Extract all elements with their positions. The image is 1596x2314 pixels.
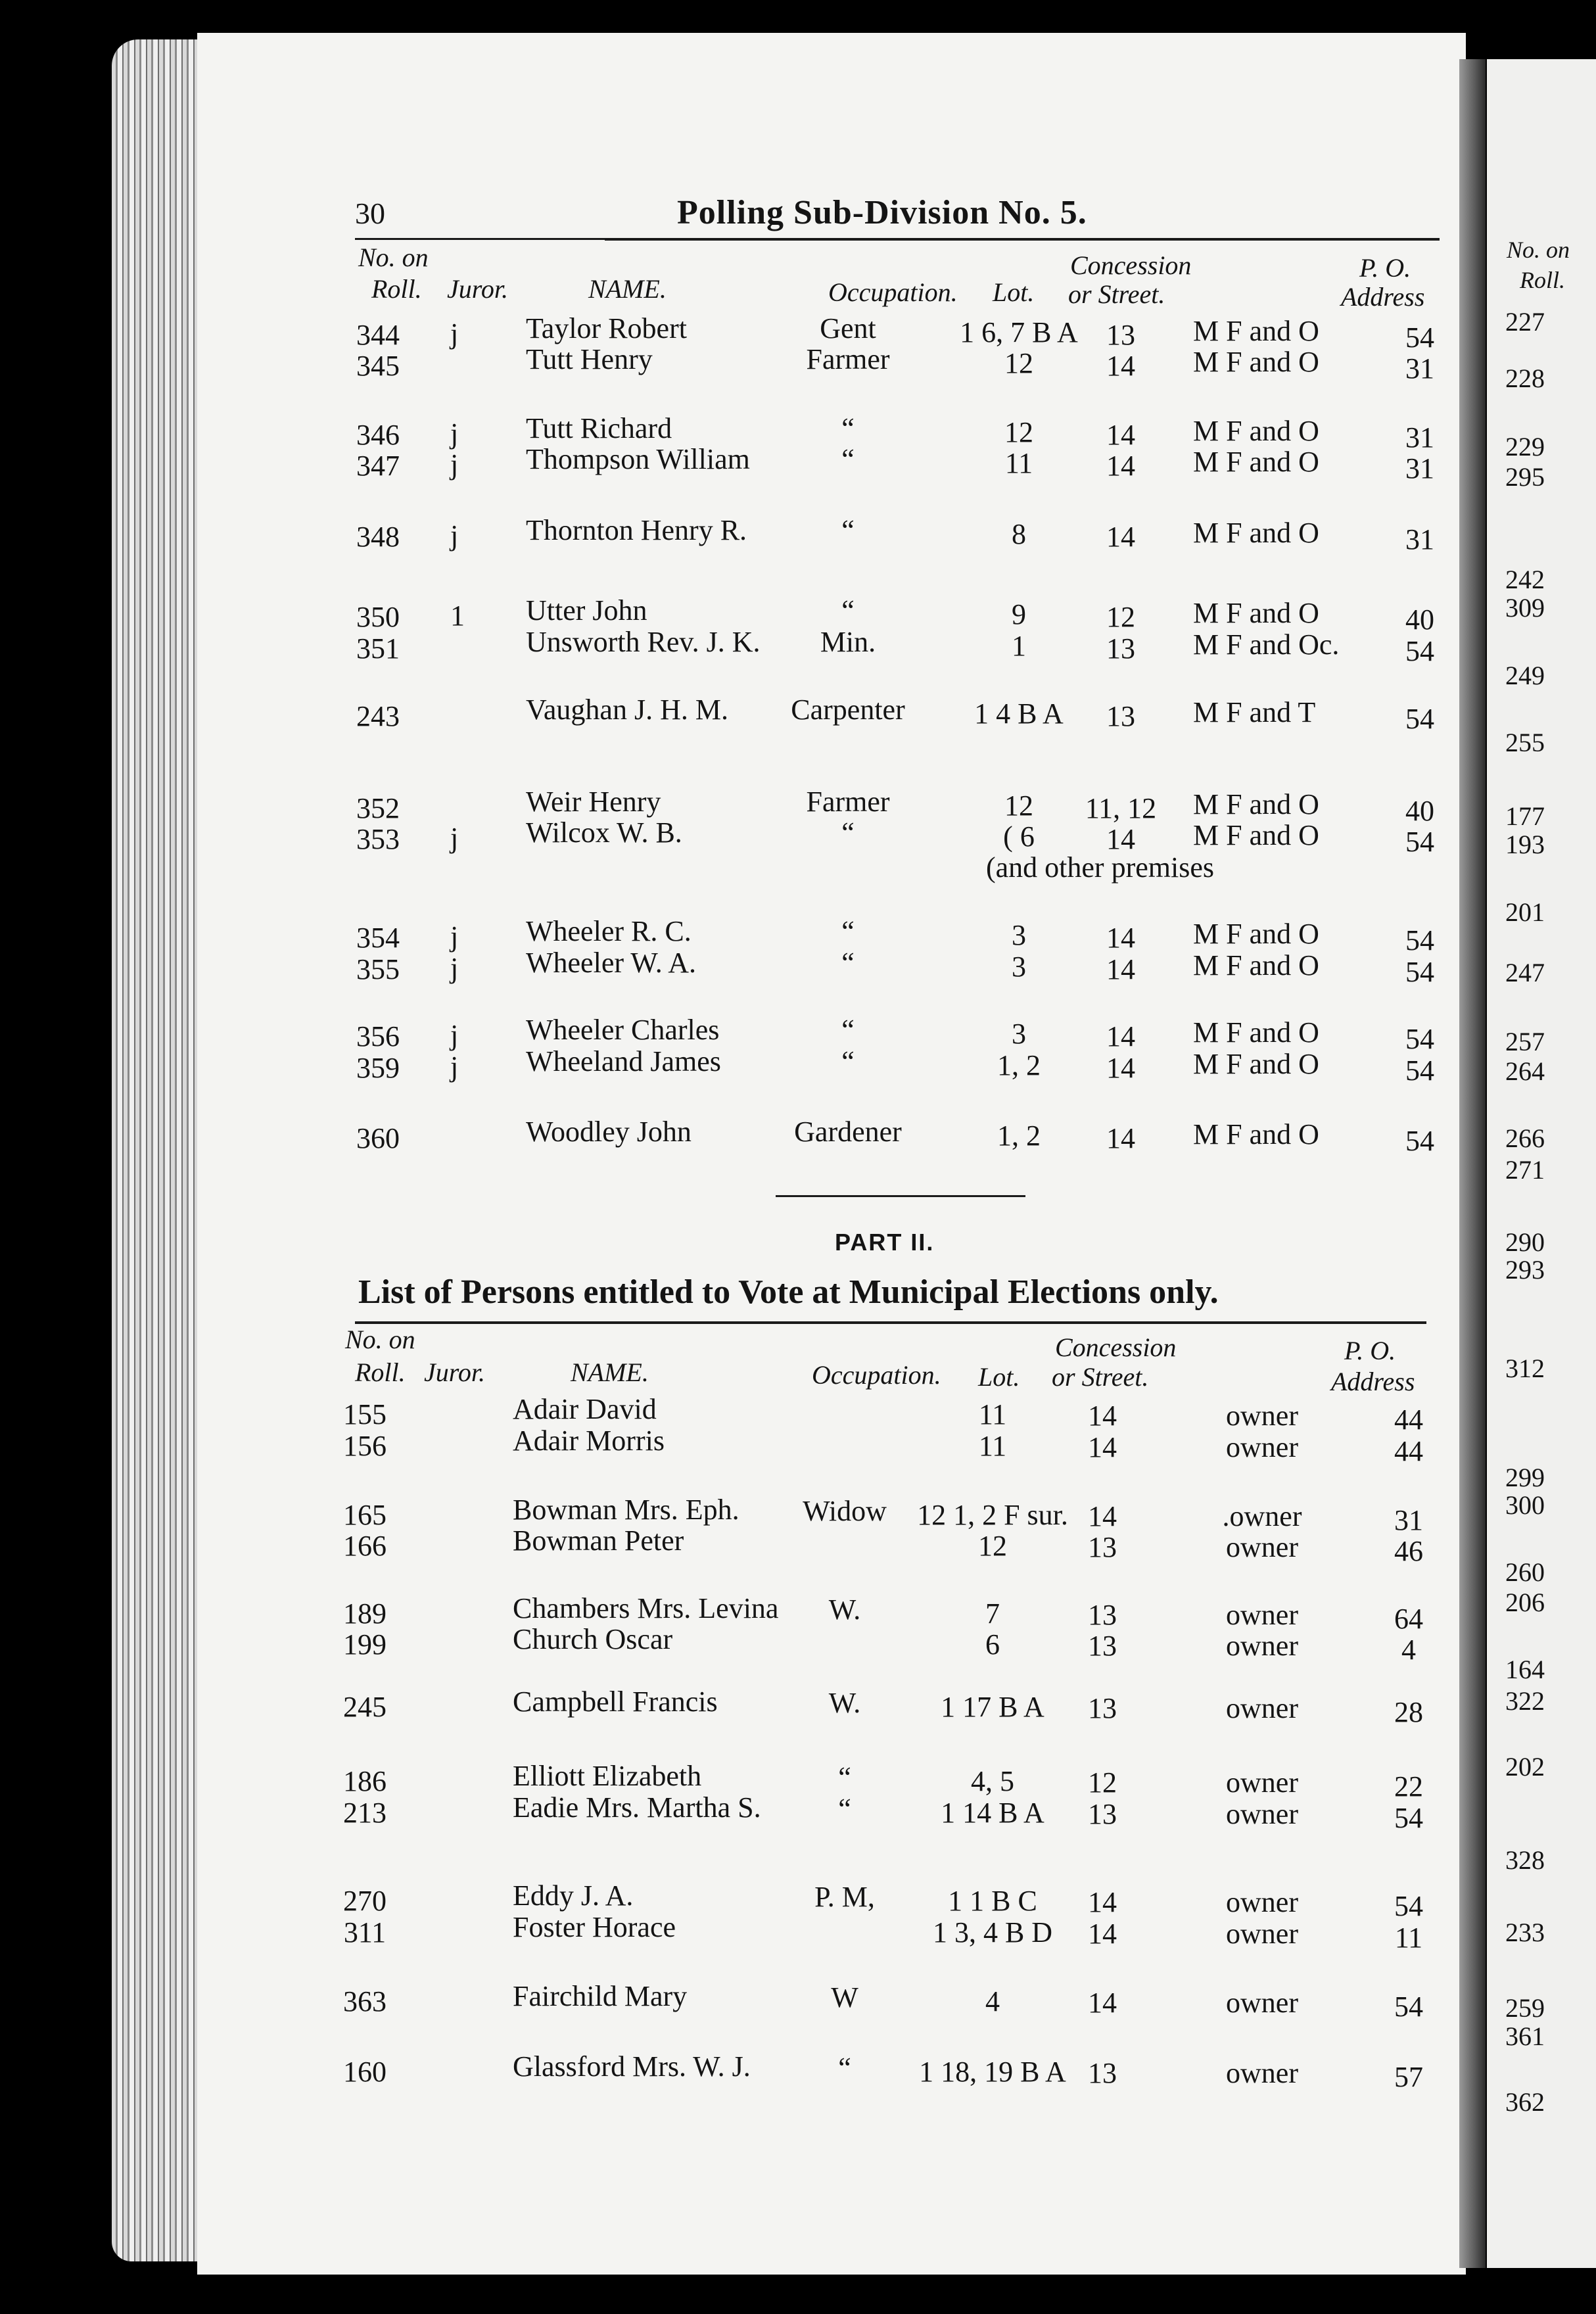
voter-name: Foster Horace [513, 1911, 676, 1943]
po-address: 40 [1405, 603, 1434, 636]
lot: 12 [978, 1530, 1007, 1562]
next-page-roll-number: 362 [1505, 2087, 1545, 2117]
qualification: M F and O [1193, 819, 1319, 851]
occupation: “ [838, 1761, 851, 1793]
voter-name: Tutt Richard [526, 412, 672, 444]
next-page-roll-number: 312 [1505, 1354, 1545, 1383]
part2-title: List of Persons entitled to Vote at Municipal Elections only. [358, 1273, 1219, 1311]
page-title: Polling Sub-Division No. 5. [677, 194, 1087, 231]
occupation: “ [841, 443, 855, 475]
lot: ( 6 [1003, 820, 1035, 853]
next-page-roll-number: 233 [1505, 1918, 1545, 1947]
juror-mark: j [450, 952, 459, 984]
next-page-no-on: No. on [1507, 237, 1570, 263]
occupation: Gardener [794, 1116, 902, 1148]
po-address: 40 [1405, 795, 1434, 827]
col-or-street: or Street. [1068, 279, 1165, 309]
po-address: 4 [1401, 1634, 1416, 1666]
occupation: Min. [820, 626, 876, 658]
concession: 13 [1088, 2057, 1117, 2089]
roll-number: 166 [343, 1530, 387, 1562]
page-number: 30 [355, 197, 385, 230]
col2-address: Address [1331, 1367, 1415, 1396]
roll-number: 155 [343, 1398, 387, 1430]
voter-name: Bowman Mrs. Eph. [513, 1494, 739, 1526]
next-page-roll-number: 201 [1505, 897, 1545, 927]
qualification: owner [1226, 1431, 1298, 1463]
roll-number: 354 [356, 922, 400, 954]
po-address: 54 [1405, 1125, 1434, 1157]
occupation: “ [841, 412, 855, 444]
roll-number: 348 [356, 521, 400, 553]
qualification: M F and O [1193, 446, 1319, 478]
qualification: M F and O [1193, 415, 1319, 447]
concession: 14 [1088, 1987, 1117, 2019]
po-address: 57 [1394, 2061, 1423, 2093]
next-page-roll-number: 266 [1505, 1123, 1545, 1153]
next-page-roll-number: 228 [1505, 364, 1545, 393]
concession: 14 [1106, 1122, 1135, 1154]
next-page-roll-number: 299 [1505, 1463, 1545, 1492]
voter-name: Church Oscar [513, 1623, 673, 1655]
next-page-roll-number: 295 [1505, 462, 1545, 492]
voter-name: Unsworth Rev. J. K. [526, 626, 761, 658]
qualification: M F and O [1193, 1048, 1319, 1080]
qualification: .owner [1222, 1500, 1302, 1532]
section-separator [776, 1195, 1025, 1197]
po-address: 54 [1405, 826, 1434, 858]
po-address: 46 [1394, 1535, 1423, 1567]
lot: 3 [1012, 951, 1026, 983]
lot: 1 3, 4 B D [932, 1916, 1053, 1948]
lot: 1 17 B A [941, 1691, 1044, 1723]
col-concession: Concession [1070, 250, 1192, 280]
qualification: M F and O [1193, 597, 1319, 629]
occupation: “ [841, 1014, 855, 1046]
qualification: owner [1226, 1692, 1298, 1724]
voter-name: Bowman Peter [513, 1524, 684, 1557]
lot: 1 [1012, 630, 1026, 662]
next-page-roll-number: 229 [1505, 432, 1545, 461]
juror-mark: j [450, 1019, 459, 1051]
occupation: “ [838, 1793, 851, 1825]
col-no-on: No. on [358, 243, 429, 272]
occupation: “ [838, 2052, 851, 2084]
col-po: P. O. [1359, 253, 1411, 283]
juror-mark: j [450, 417, 459, 450]
po-address: 54 [1394, 1802, 1423, 1834]
occupation: P. M, [814, 1881, 875, 1913]
occupation: W. [828, 1687, 861, 1719]
juror-mark: 1 [450, 600, 465, 632]
concession: 14 [1106, 1052, 1135, 1084]
next-page-roll-number: 293 [1505, 1255, 1545, 1285]
occupation: W. [828, 1594, 861, 1626]
col2-lot: Lot. [978, 1362, 1020, 1392]
qualification: owner [1226, 1918, 1298, 1950]
concession: 14 [1088, 1886, 1117, 1918]
next-page-roll-number: 309 [1505, 593, 1545, 623]
voter-name: Wheeler R. C. [526, 915, 692, 947]
lot: 4, 5 [971, 1765, 1014, 1797]
qualification: owner [1226, 1531, 1298, 1563]
concession: 12 [1088, 1766, 1117, 1799]
roll-number: 186 [343, 1765, 387, 1797]
lot: 12 [1004, 790, 1033, 822]
next-page-roll-number: 328 [1505, 1845, 1545, 1875]
po-address: 64 [1394, 1603, 1423, 1635]
col-address: Address [1341, 282, 1425, 312]
next-page-roll-number: 260 [1505, 1557, 1545, 1587]
qualification: M F and T [1193, 696, 1316, 728]
occupation: “ [841, 915, 855, 947]
roll-number: 189 [343, 1597, 387, 1630]
lot: 3 [1012, 1018, 1026, 1050]
qualification: M F and O [1193, 918, 1319, 950]
col2-no-on: No. on [345, 1325, 415, 1354]
qualification: owner [1226, 1987, 1298, 2019]
po-address: 31 [1405, 352, 1434, 385]
roll-number: 213 [343, 1797, 387, 1829]
po-address: 28 [1394, 1696, 1423, 1728]
lot: 12 [1004, 347, 1033, 379]
occupation: Carpenter [791, 694, 905, 726]
occupation: Farmer [806, 786, 890, 818]
qualification: owner [1226, 2057, 1298, 2089]
roll-number: 344 [356, 319, 400, 351]
occupation: Farmer [806, 343, 890, 375]
voter-name: Adair Morris [513, 1425, 665, 1457]
po-address: 54 [1405, 1023, 1434, 1055]
lot: 1 18, 19 B A [919, 2056, 1066, 2088]
po-address: 44 [1394, 1435, 1423, 1467]
occupation: “ [841, 1045, 855, 1077]
next-page-roll-number: 247 [1505, 958, 1545, 987]
next-page-roll-number: 249 [1505, 661, 1545, 690]
occupation: W [831, 1981, 858, 2014]
po-address: 31 [1405, 452, 1434, 484]
qualification: owner [1226, 1599, 1298, 1631]
next-page-roll-number: 206 [1505, 1588, 1545, 1617]
next-page-roll-number: 202 [1505, 1752, 1545, 1782]
po-address: 54 [1405, 1054, 1434, 1087]
roll-number: 245 [343, 1691, 387, 1723]
next-page-roll-number: 242 [1505, 565, 1545, 594]
next-page-roll-number: 322 [1505, 1686, 1545, 1716]
voter-name: Wheeler Charles [526, 1014, 720, 1046]
voter-name: Wheeler W. A. [526, 947, 697, 979]
juror-mark: j [450, 448, 459, 481]
roll-number: 347 [356, 450, 400, 482]
concession: 13 [1088, 1692, 1117, 1724]
roll-number: 363 [343, 1985, 387, 2018]
juror-mark: j [450, 1051, 459, 1083]
qualification: owner [1226, 1886, 1298, 1918]
concession: 14 [1106, 521, 1135, 553]
qualification: M F and O [1193, 949, 1319, 981]
voter-name: Wheeland James [526, 1045, 721, 1077]
col-juror: Juror. [447, 274, 508, 304]
next-page-roll-number: 164 [1505, 1655, 1545, 1684]
lot: 11 [978, 1398, 1007, 1430]
part2-label: PART II. [835, 1229, 935, 1256]
next-page-roll-number: 255 [1505, 728, 1545, 757]
roll-number: 353 [356, 823, 400, 855]
roll-number: 243 [356, 700, 400, 732]
concession: 14 [1106, 922, 1135, 954]
qualification: M F and O [1193, 346, 1319, 378]
col2-concession: Concession [1055, 1333, 1177, 1362]
concession: 12 [1106, 601, 1135, 633]
lot: 9 [1012, 598, 1026, 630]
qualification: owner [1226, 1798, 1298, 1830]
concession: 13 [1106, 700, 1135, 732]
roll-number: 160 [343, 2056, 387, 2088]
lot: 1, 2 [997, 1049, 1041, 1081]
lot: 1 14 B A [941, 1797, 1044, 1829]
roll-number: 355 [356, 953, 400, 985]
next-page-roll-number: 290 [1505, 1227, 1545, 1257]
concession: 14 [1088, 1431, 1117, 1463]
col2-occupation: Occupation. [812, 1360, 941, 1390]
po-address: 54 [1394, 1890, 1423, 1922]
voter-name: Campbell Francis [513, 1686, 718, 1718]
concession: 14 [1088, 1500, 1117, 1532]
lot: 1 6, 7 B A [960, 316, 1078, 348]
po-address: 31 [1405, 421, 1434, 454]
voter-name: Eddy J. A. [513, 1879, 634, 1912]
voter-name: Wilcox W. B. [526, 816, 682, 849]
page-edges [112, 39, 204, 2261]
voter-name: Eadie Mrs. Martha S. [513, 1791, 761, 1824]
concession: 14 [1106, 823, 1135, 855]
po-address: 54 [1405, 703, 1434, 735]
voter-name: Thompson William [526, 443, 750, 475]
juror-mark: j [450, 822, 459, 854]
voter-name: Taylor Robert [526, 312, 687, 344]
juror-mark: j [450, 318, 459, 350]
lot: 11 [1004, 447, 1033, 479]
qualification: M F and O [1193, 788, 1319, 820]
occupation: Widow [803, 1495, 887, 1527]
roll-number: 346 [356, 419, 400, 451]
roll-number: 345 [356, 350, 400, 382]
po-address: 54 [1405, 956, 1434, 988]
col2-juror: Juror. [424, 1358, 485, 1387]
voter-name: Thornton Henry R. [526, 514, 747, 546]
roll-number: 311 [343, 1916, 387, 1948]
col-occupation: Occupation. [828, 277, 958, 307]
concession: 14 [1106, 350, 1135, 382]
concession: 14 [1088, 1918, 1117, 1950]
roll-number: 352 [356, 792, 400, 824]
po-address: 54 [1394, 1991, 1423, 2023]
roll-number: 156 [343, 1430, 387, 1462]
col2-name: NAME. [571, 1358, 649, 1387]
lot: 4 [985, 1985, 1000, 2018]
lot: 6 [985, 1628, 1000, 1661]
voter-name: Glassford Mrs. W. J. [513, 2050, 751, 2083]
part1-note: (and other premises [986, 851, 1214, 884]
po-address: 44 [1394, 1404, 1423, 1436]
header-rule-left [355, 238, 605, 240]
lot: 12 1, 2 F sur. [917, 1499, 1068, 1531]
voter-name: Vaughan J. H. M. [526, 694, 728, 726]
roll-number: 359 [356, 1052, 400, 1084]
concession: 13 [1106, 319, 1135, 351]
occupation: Gent [820, 312, 876, 344]
roll-number: 350 [356, 601, 400, 633]
occupation: “ [841, 514, 855, 546]
voter-name: Utter John [526, 594, 647, 626]
qualification: M F and O [1193, 1016, 1319, 1049]
next-page-roll-number: 271 [1505, 1155, 1545, 1185]
col-roll: Roll. [371, 274, 422, 304]
col-name: NAME. [588, 274, 667, 304]
po-address: 11 [1394, 1922, 1423, 1954]
header-rule-right [605, 238, 1440, 241]
lot: 1 4 B A [974, 697, 1064, 730]
concession: 14 [1106, 450, 1135, 482]
qualification: owner [1226, 1630, 1298, 1662]
next-page-roll-number: 259 [1505, 1993, 1545, 2023]
qualification: M F and O [1193, 315, 1319, 347]
concession: 14 [1106, 1020, 1135, 1052]
roll-number: 351 [356, 632, 400, 665]
roll-number: 270 [343, 1885, 387, 1917]
roll-number: 360 [356, 1122, 400, 1154]
voter-name: Woodley John [526, 1116, 692, 1148]
concession: 14 [1106, 953, 1135, 985]
concession: 13 [1106, 632, 1135, 665]
voter-name: Weir Henry [526, 786, 661, 818]
roll-number: 165 [343, 1499, 387, 1531]
occupation: “ [841, 594, 855, 626]
concession: 13 [1088, 1531, 1117, 1563]
next-page-roll-number: 177 [1505, 801, 1545, 831]
concession: 11, 12 [1085, 792, 1157, 824]
lot: 1, 2 [997, 1120, 1041, 1152]
col2-po: P. O. [1344, 1336, 1396, 1365]
lot: 8 [1012, 518, 1026, 550]
occupation: “ [841, 816, 855, 849]
lot: 1 1 B C [948, 1885, 1037, 1917]
qualification: owner [1226, 1400, 1298, 1432]
voter-name: Tutt Henry [526, 343, 653, 375]
roll-number: 199 [343, 1628, 387, 1661]
next-page-roll-number: 227 [1505, 307, 1545, 337]
concession: 13 [1088, 1599, 1117, 1631]
po-address: 54 [1405, 924, 1434, 956]
next-page-roll-number: 300 [1505, 1490, 1545, 1520]
lot: 12 [1004, 416, 1033, 448]
lot: 7 [985, 1597, 1000, 1630]
part2-title-rule [355, 1321, 1426, 1324]
occupation: “ [841, 947, 855, 979]
col2-roll: Roll. [355, 1358, 406, 1387]
concession: 14 [1106, 419, 1135, 451]
po-address: 54 [1405, 635, 1434, 667]
po-address: 31 [1405, 523, 1434, 555]
po-address: 22 [1394, 1770, 1423, 1803]
next-page-roll-number: 257 [1505, 1027, 1545, 1056]
next-page-roll: Roll. [1520, 267, 1565, 293]
juror-mark: j [450, 920, 459, 953]
col2-or-street: or Street. [1052, 1362, 1149, 1392]
qualification: M F and Oc. [1193, 628, 1340, 661]
voter-name: Chambers Mrs. Levina [513, 1592, 779, 1624]
concession: 13 [1088, 1798, 1117, 1830]
roll-number: 356 [356, 1020, 400, 1052]
qualification: M F and O [1193, 517, 1319, 549]
voter-name: Elliott Elizabeth [513, 1760, 702, 1792]
qualification: owner [1226, 1766, 1298, 1799]
juror-mark: j [450, 519, 459, 552]
lot: 3 [1012, 919, 1026, 951]
voter-name: Adair David [513, 1393, 657, 1425]
next-page-roll-number: 264 [1505, 1056, 1545, 1086]
lot: 11 [978, 1430, 1007, 1462]
concession: 14 [1088, 1400, 1117, 1432]
concession: 13 [1088, 1630, 1117, 1662]
voter-name: Fairchild Mary [513, 1980, 688, 2012]
next-page-roll-number: 193 [1505, 830, 1545, 859]
po-address: 54 [1405, 321, 1434, 354]
po-address: 31 [1394, 1504, 1423, 1536]
col-lot: Lot. [993, 277, 1035, 307]
qualification: M F and O [1193, 1118, 1319, 1150]
next-page-roll-number: 361 [1505, 2021, 1545, 2051]
page-gutter [1459, 59, 1486, 2268]
